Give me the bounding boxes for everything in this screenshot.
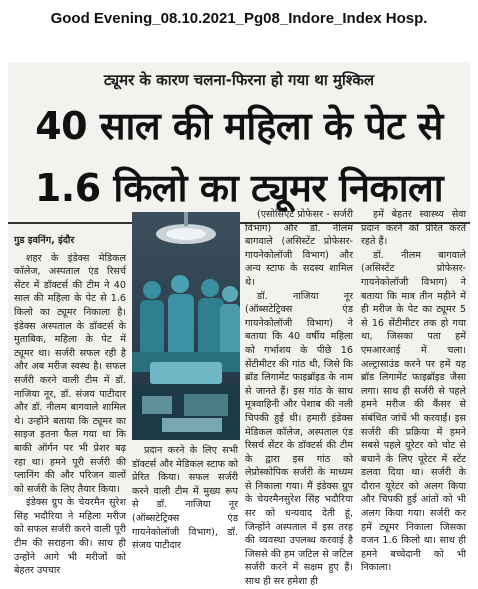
article-column-1 [14,234,126,577]
surgery-team-photo [132,212,240,440]
headline-line-1: 40 साल की महिला के पेट से [35,104,443,148]
article-column-4 [361,208,466,574]
column-1-paragraph-1: शहर के इंडेक्स मेडिकल कॉलेज, अस्पताल एंड रिसर्च सेंटर में डॉक्टर्स की टीम ने 40 साल की महिला के पेट से 1.6 किलो का ट्यूमर निकाला है। इंडेक्स अस्पताल के डॉक्टर्स के मुताबिक, महिला के पेट में ट्यूमर था। सर्जरी सफल रही है और अब मरीज स्वस्थ है। सफल सर्जरी करने वाली टीम में डॉ. नाजिया नूर, डॉ. संजय पाटीदार और डॉ. नीलम बागवाले शामिल थे। उन्होंने बताया कि ट्यूमर का साइज इतना फैल गया था कि बाकी ऑर्गन पर भी प्रेशर बढ़ रहा था। हमने पूरी सर्जरी की प्लानिंग की और परिजन वालों को सर्जरी के लिए तैयार किया। [14,252,126,495]
column-1-paragraph-2: इंडेक्स ग्रुप के चेयरमैन सुरेश सिंह भदौरिया ने महिला मरीज को सफल सर्जरी करने वाली पूरी टीम की सराहना की। साथ ही उन्होंने आगे भी मरीजों को बेहतर उपचार [14,497,126,577]
headline-line-2: 1.6 किलो का ट्यूमर निकाला [34,166,444,210]
kicker-headline: ट्यूमर के कारण चलना-फिरना हो गया था मुश्किल [103,71,375,89]
clipping-caption: Good Evening_08.10.2021_Pg08_Indore_Index Hosp. [50,10,428,27]
column-3-paragraph-1: (एसोसिएट प्रोफेसर - सर्जरी विभाग) और डॉ. नीलम बागवाले (असिस्टेंट प्रोफेसर-गायनेकोलॉजी विभाग) और अन्य स्टाफ के सदस्य शामिल थे। [245,209,353,288]
column-4-paragraph-2: डॉ. नीलम बागवाले (असिस्टेंट प्रोफेसर-गायनेकोलॉजी विभाग) ने बताया कि मात्र तीन महीने में ही मरीज के पेट का ट्यूमर 5 से 16 सेंटीमीटर तक हो गया था, जिसका पता हमें एमआरआई में चला। अल्ट्रासाउंड करने पर हमें यह ब्रॉड लिगामेंट फाइब्रॉइड जैसा लगा। साथ ही सर्जरी से पहले हमने मरीज की कैंसर से संबंधित जांचें भी करवाईं। इस सर्जरी की प्रक्रिया में हमने सबसे पहले यूरेटर को चोट से बचाने के लिए यूरेटर में स्टेंट डलवा दिया था। सर्जरी के दौरान यूरेटर को अलग किया और चिपकी हुई आंतों को भी अलग किया गया। सर्जरी कर हमें ट्यूमर निकाला जिसका वजन 1.6 किलो था। साथ ही हमने बच्चेदानी को भी निकाला। [361,249,466,574]
article-column-2 [132,444,238,552]
article-column-3 [245,208,353,588]
byline: गुड इवनिंग, इंदौर [14,235,75,246]
newspaper-clipping [8,62,470,588]
column-2-paragraph: प्रदान करने के लिए सभी डॉक्टर्स और मेडिकल स्टाफ को प्रेरित किया। सफल सर्जरी करने वाली टीम में मुख्य रूप से डॉ. नाजिया नूर (ऑब्सटेट्रिक्स एंड गायनेकोलॉजी विभाग), डॉ. संजय पाटीदार [132,445,238,552]
column-4-paragraph-1: हमें बेहतर स्वास्थ्य सेवा प्रदान करने को प्रेरित करते रहते हैं। [361,209,466,248]
column-3-paragraph-2: डॉ. नाजिया नूर (ऑब्सटेट्रिक्स एंड गायनेकोलॉजी विभाग) ने बताया कि 40 वर्षीय महिला को गर्भाशय के पीछे 16 सेंटीमीटर की गांठ थी, जिसे कि ब्रॉड लिगामेंट फाइब्रॉइड के नाम से जानते हैं। इस गांठ के साथ मूत्रवाहिनी और पेशाब की नली चिपकी हुई थी। हमारी इंडेक्स मेडिकल कॉलेज, अस्पताल एंड रिसर्च सेंटर के डॉक्टर्स की टीम के द्वारा इस गांठ को लेप्रोस्कोपिक सर्जरी के माध्यम से निकाला गया। मैं इंडेक्स ग्रुप के चेयरमैनसुरेश सिंह भदौरिया सर को धन्यवाद देती हूं, जिन्होंने अस्पताल में इस तरह की व्यवस्था उपलब्ध करवाई है जिससे की हम जटिल से जटिल सर्जरी करने में सक्षम हुए हैं। साथ ही सर हमेशा ही [245,290,353,588]
